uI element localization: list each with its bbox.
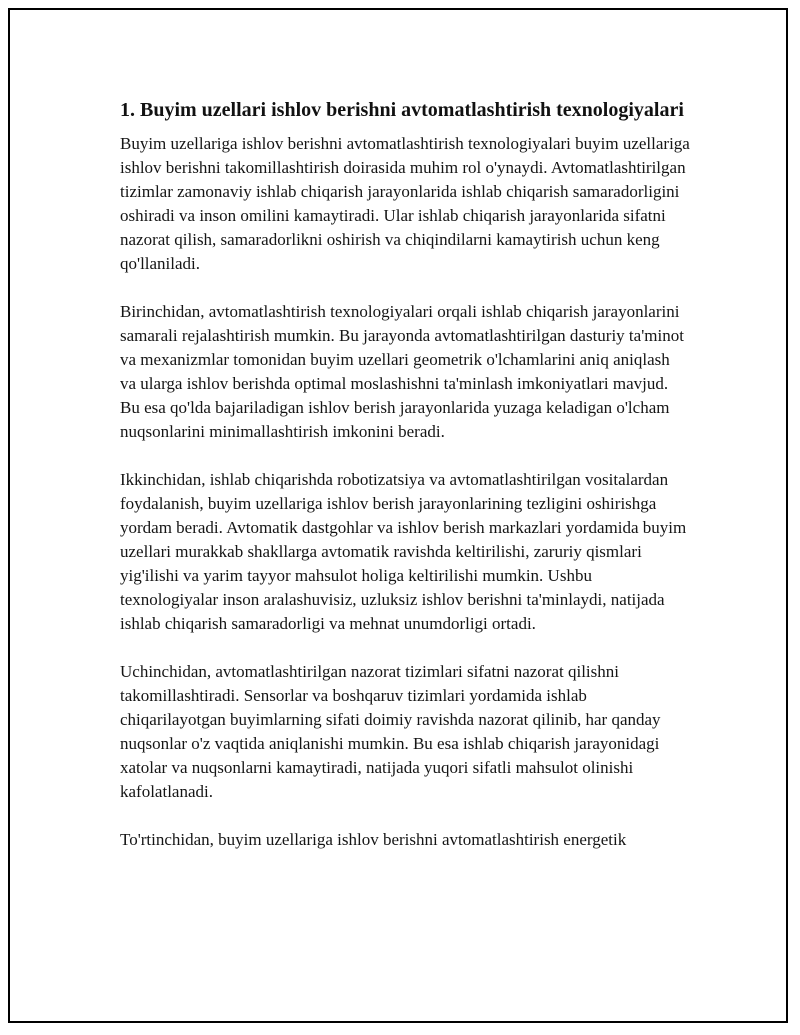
paragraph-third: Uchinchidan, avtomatlashtirilgan nazorat tizimlari sifatni nazorat qilishni takomillashtiradi. Sensorlar va boshqaruv tizimlari yordamida ishlab chiqarilayotgan buyimlarning sifati doimiy ravishda nazorat qilinib, har qanday nuqsonlar o'z vaqtida aniqlanishi mumkin. Bu esa ishlab chiqarish jarayonidagi xatolar va nuqsonlarni kamaytiradi, natijada yuqori sifatli mahsulot olinishi kafolatlanadi. — [120, 662, 661, 801]
document-body — [120, 96, 690, 852]
paragraph-first: Birinchidan, avtomatlashtirish texnologiyalari orqali ishlab chiqarish jarayonlarini samarali rejalashtirish mumkin. Bu jarayonda avtomatlashtirilgan dasturiy ta'minot va mexanizmlar tomonidan buyim uzellari geometrik o'lchamlarini aniq aniqlash va ularga ishlov berishda optimal moslashishni ta'minlash imkoniyatlari mavjud. Bu esa qo'lda bajariladigan ishlov berish jarayonlarida yuzaga keladigan o'lcham nuqsonlarini minimallashtirish imkonini beradi. — [120, 302, 684, 441]
page-frame — [8, 8, 788, 1023]
section-heading: 1. Buyim uzellari ishlov berishni avtomatlashtirish texnologiyalari — [120, 99, 684, 121]
paragraph-fourth: To'rtinchidan, buyim uzellariga ishlov berishni avtomatlashtirish energetik — [120, 830, 627, 849]
paragraph-intro: Buyim uzellariga ishlov berishni avtomatlashtirish texnologiyalari buyim uzellariga ishlov berishni takomillashtirish doirasida muhim rol o'ynaydi. Avtomatlashtirilgan tizimlar zamonaviy ishlab chiqarish jarayonlarida ishlab chiqarish samaradorligini oshiradi va inson omilini kamaytiradi. Ular ishlab chiqarish jarayonlarida sifatni nazorat qilish, samaradorlikni oshirish va chiqindilarni kamaytirish uchun keng qo'llaniladi. — [120, 134, 690, 273]
paragraph-second: Ikkinchidan, ishlab chiqarishda robotizatsiya va avtomatlashtirilgan vositalardan foydalanish, buyim uzellariga ishlov berish jarayonlarining tezligini oshirishga yordam beradi. Avtomatik dastgohlar va ishlov berish markazlari yordamida buyim uzellari murakkab shakllarga avtomatik ravishda keltirilishi, zaruriy qismlari yig'ilishi va yarim tayyor mahsulot holiga keltirilishi mumkin. Ushbu texnologiyalar inson aralashuvisiz, uzluksiz ishlov berishni ta'minlaydi, natijada ishlab chiqarish samaradorligi va mehnat unumdorligi ortadi. — [120, 470, 687, 633]
